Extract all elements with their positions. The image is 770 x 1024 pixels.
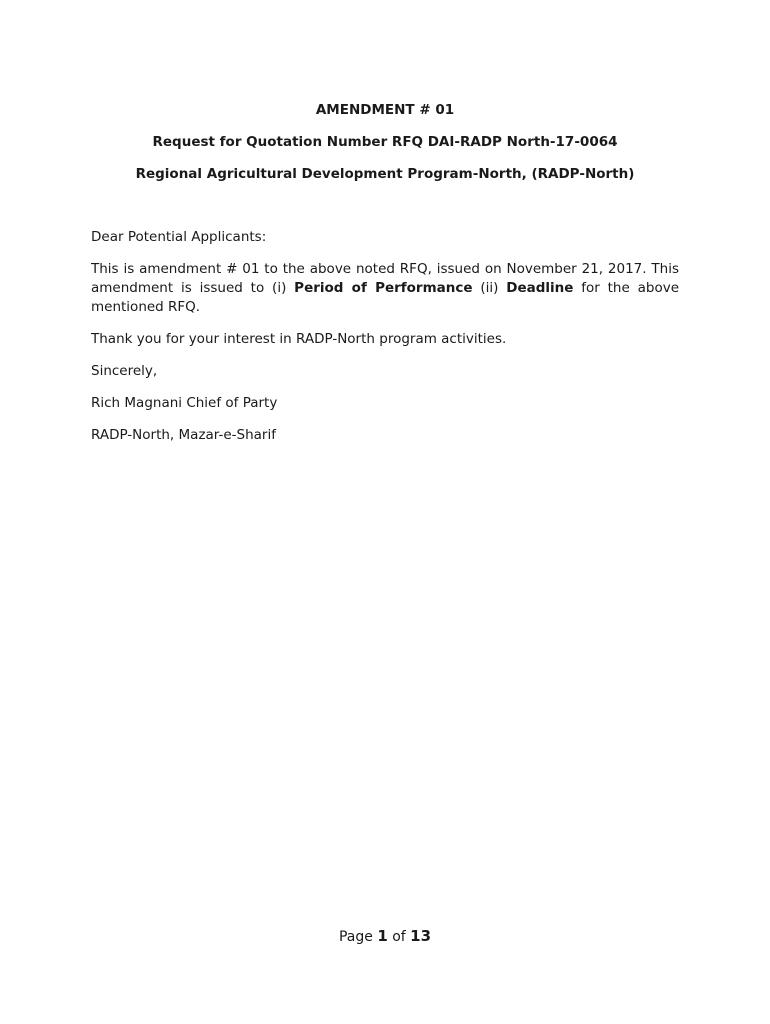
- deadline-text: Deadline: [506, 280, 574, 296]
- amendment-paragraph: [91, 260, 679, 317]
- of-word: of: [392, 929, 406, 945]
- total-pages-number: 13: [410, 927, 432, 945]
- rfq-number-heading: Request for Quotation Number RFQ DAI-RADP North-17-0064: [152, 134, 618, 150]
- page-word: Page: [338, 929, 373, 945]
- program-heading: Regional Agricultural Development Program-North, (RADP-North): [135, 166, 635, 182]
- closing-line: Sincerely,: [91, 363, 158, 379]
- paragraph-text-3: for the above mentioned RFQ.: [91, 280, 679, 315]
- page-number-footer: [0, 926, 770, 947]
- location-line: RADP-North, Mazar-e-Sharif: [91, 427, 276, 443]
- signer-line: Rich Magnani Chief of Party: [91, 395, 278, 411]
- current-page-number: 1: [377, 927, 388, 945]
- thanks-line: Thank you for your interest in RADP-North program activities.: [91, 331, 507, 347]
- paragraph-text-1: This is amendment # 01 to the above noted RFQ, issued on November 21, 2017. This amendment is issued to (i): [91, 261, 679, 296]
- salutation: Dear Potential Applicants:: [91, 229, 267, 245]
- paragraph-text-2: (ii): [472, 280, 507, 296]
- period-of-performance-text: Period of Performance: [294, 280, 473, 296]
- amendment-title: AMENDMENT # 01: [315, 102, 455, 118]
